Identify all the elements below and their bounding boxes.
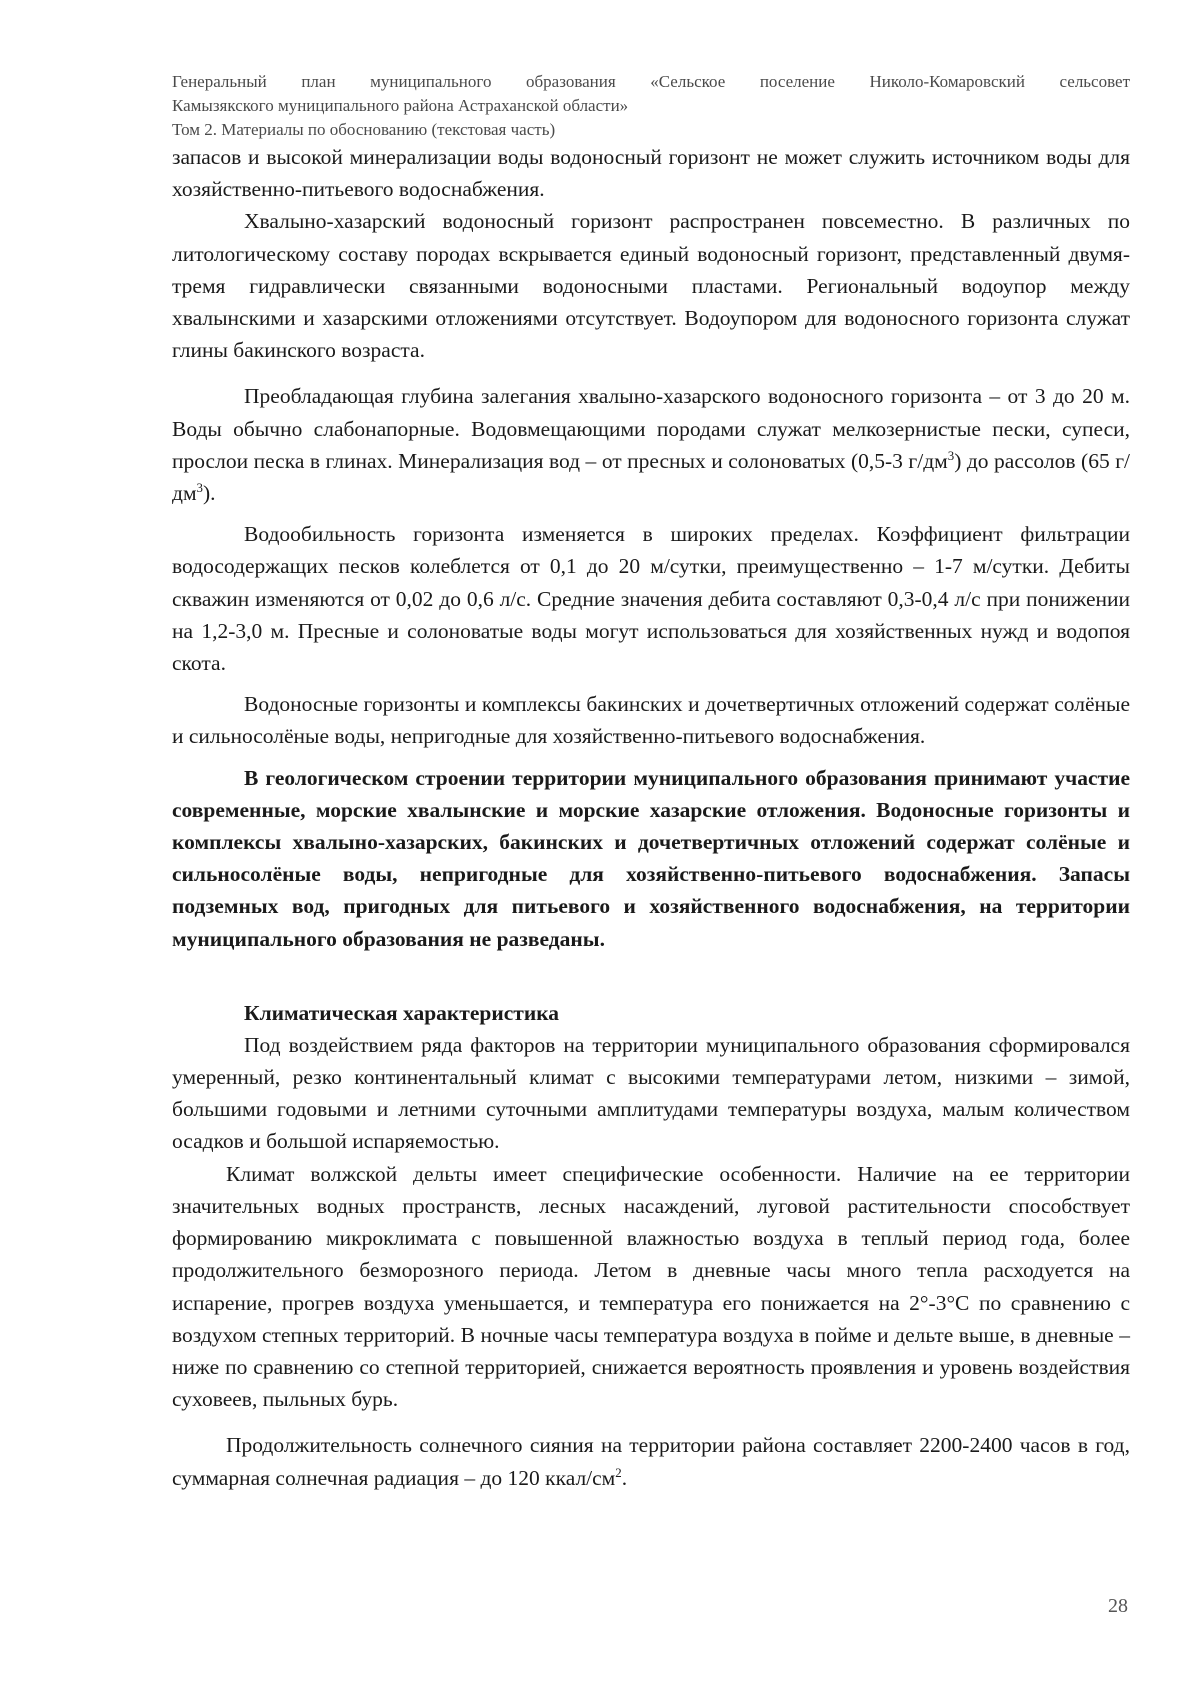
superscript: 2 bbox=[615, 1465, 622, 1480]
paragraph-depth-text-1: Преобладающая глубина залегания хвалыно-хазарского водоносного горизонта – от 3 до 20 м. Воды обычно слабонапорные. Водовмещающими породами служат мелкозернистые пески, супеси, прослои песка в глинах. Минерализация вод – от пресных и солоноватых (0,5-3 г/дм bbox=[172, 384, 1130, 473]
document-body bbox=[172, 141, 1130, 1494]
paragraph-sunshine-text: Продолжительность солнечного сияния на территории района составляет 2200-2400 часов в год, суммарная солнечная радиация – до 120 ккал/см bbox=[172, 1433, 1130, 1490]
paragraph-volga-delta-climate: Климат волжской дельты имеет специфические особенности. Наличие на ее территории значительных водных пространств, лесных насаждений, луговой растительности способствует формированию микроклимата с повышенной влажностью воздуха в теплый период года, более продолжительного безморозного периода. Летом в дневные часы много тепла расходуется на испарение, прогрев воздуха уменьшается, и температура его понижается на 2°-3°С по сравнению с воздухом степных территорий. В ночные часы температура воздуха в пойме и дельте выше, в дневные – ниже по сравнению со степной территорией, снижается вероятность проявления и уровень воздействия суховеев, пыльных бурь. bbox=[172, 1161, 1130, 1412]
paragraph-depth bbox=[172, 380, 1130, 509]
header-line-2: Камызякского муниципального района Астраханской области» bbox=[172, 96, 629, 115]
running-header bbox=[172, 70, 1130, 142]
superscript: 3 bbox=[196, 480, 203, 495]
paragraph-sunshine-end: . bbox=[621, 1465, 628, 1490]
header-line-3: Том 2. Материалы по обоснованию (текстовая часть) bbox=[172, 120, 556, 139]
paragraph-sunshine bbox=[172, 1429, 1130, 1493]
section-heading-climate: Климатическая характеристика bbox=[244, 1000, 560, 1025]
superscript: 3 bbox=[947, 448, 955, 463]
header-line-1: Генеральный план муниципального образования «Сельское поселение Николо-Комаровский сельсовет bbox=[172, 72, 1130, 91]
page-number: 28 bbox=[1108, 1595, 1128, 1617]
paragraph-continuation: запасов и высокой минерализации воды водоносный горизонт не может служить источником воды для хозяйственно-питьевого водоснабжения. bbox=[172, 145, 1130, 202]
paragraph-khvalyno-khazar: Хвалыно-хазарский водоносный горизонт распространен повсеместно. В различных по литологическому составу породах вскрывается единый водоносный горизонт, представленный двумя-тремя гидравлически связанными водоносными пластами. Региональный водоупор между хвалынскими и хазарскими отложениями отсутствует. Водоупором для водоносного горизонта служат глины бакинского возраста. bbox=[172, 209, 1130, 363]
paragraph-water-yield: Водообильность горизонта изменяется в широких пределах. Коэффициент фильтрации водосодержащих песков колеблется от 0,1 до 20 м/сутки, преимущественно – 1-7 м/сутки. Дебиты скважин изменяются от 0,02 до 0,6 л/с. Средние значения дебита составляют 0,3-0,4 л/с при понижении на 1,2-3,0 м. Пресные и солоноватые воды могут использоваться для хозяйственных нужд и водопоя скота. bbox=[172, 522, 1130, 676]
paragraph-depth-text-2: ) до рассолов (65 г/дм bbox=[172, 448, 1130, 506]
paragraph-depth-text-3: ). bbox=[203, 481, 216, 506]
paragraph-geology-summary: В геологическом строении территории муниципального образования принимают участие современные, морские хвалынские и морские хазарские отложения. Водоносные горизонты и комплексы хвалыно-хазарских, бакинских и дочетвертичных отложений содержат солёные и сильносолёные воды, непригодные для хозяйственно-питьевого водоснабжения. Запасы подземных вод, пригодных для питьевого и хозяйственного водоснабжения, на территории муниципального образования не разведаны. bbox=[172, 765, 1130, 951]
paragraph-baku-horizons: Водоносные горизонты и комплексы бакинских и дочетвертичных отложений содержат солёные и сильносолёные воды, непригодные для хозяйственно-питьевого водоснабжения. bbox=[172, 692, 1130, 749]
paragraph-climate-general: Под воздействием ряда факторов на территории муниципального образования сформировался умеренный, резко континентальный климат с высокими температурами летом, низкими – зимой, большими годовыми и летними суточными амплитудами температуры воздуха, малым количеством осадков и большой испаряемостью. bbox=[172, 1032, 1130, 1154]
